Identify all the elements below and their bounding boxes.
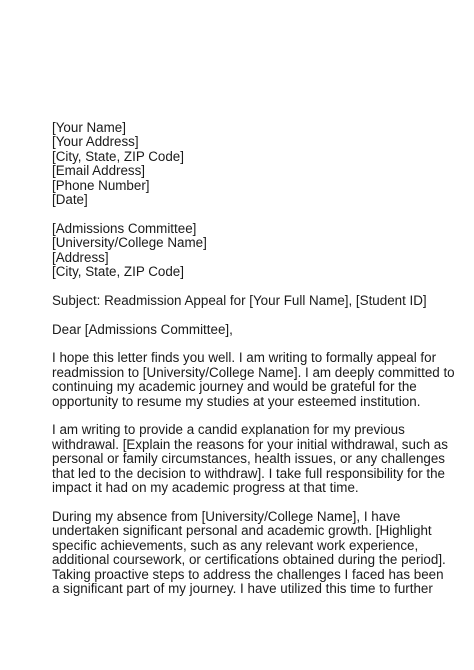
sender-email: [Email Address]	[52, 163, 146, 179]
sender-phone: [Phone Number]	[52, 177, 150, 193]
paragraph-line: impact it had on my academic progress at that time.	[52, 480, 359, 496]
paragraph-line: undertaken significant personal and academic growth. [Highlight	[52, 523, 432, 539]
paragraph-line: additional coursework, or certifications obtained during the period].	[52, 552, 446, 568]
sender-address: [Your Address]	[52, 134, 139, 150]
subject-text: Subject: Readmission Appeal for [Your Full Name], [Student ID]	[52, 292, 427, 308]
paragraph-line: specific achievements, such as any relevant work experience,	[52, 537, 419, 553]
paragraph-line: During my absence from [University/College Name], I have	[52, 508, 401, 524]
paragraph-line: continuing my academic journey and would be grateful for the	[52, 379, 417, 395]
letter-date: [Date]	[52, 192, 88, 208]
sender-name: [Your Name]	[52, 120, 126, 135]
letter-body	[52, 120, 455, 611]
recipient-committee: [Admissions Committee]	[52, 220, 197, 236]
paragraph-intro	[52, 350, 455, 409]
subject-line	[52, 294, 452, 308]
recipient-city-state-zip: [City, State, ZIP Code]	[52, 264, 184, 280]
paragraph-line: readmission to [University/College Name]. I am deeply committed to	[52, 364, 455, 380]
recipient-block	[52, 222, 452, 280]
paragraph-explanation	[52, 423, 452, 495]
paragraph-growth	[52, 510, 452, 596]
salutation-text: Dear [Admissions Committee],	[52, 321, 233, 337]
paragraph-line: Taking proactive steps to address the challenges I faced has been	[52, 566, 444, 582]
paragraph-line: I am writing to provide a candid explanation for my previous	[52, 422, 405, 438]
paragraph-line: I hope this letter finds you well. I am writing to formally appeal for	[52, 350, 437, 366]
paragraph-line: withdrawal. [Explain the reasons for your initial withdrawal, such as	[52, 436, 448, 452]
salutation	[52, 323, 452, 337]
recipient-institution: [University/College Name]	[52, 235, 207, 251]
paragraph-line: that led to the decision to withdraw]. I take full responsibility for the	[52, 465, 445, 481]
sender-block	[52, 121, 452, 207]
sender-city-state-zip: [City, State, ZIP Code]	[52, 148, 184, 164]
recipient-address: [Address]	[52, 249, 109, 265]
paragraph-line: opportunity to resume my studies at your esteemed institution.	[52, 393, 421, 409]
paragraph-line: a significant part of my journey. I have utilized this time to further	[52, 580, 433, 596]
paragraph-line: personal or family circumstances, health issues, or any challenges	[52, 451, 445, 467]
